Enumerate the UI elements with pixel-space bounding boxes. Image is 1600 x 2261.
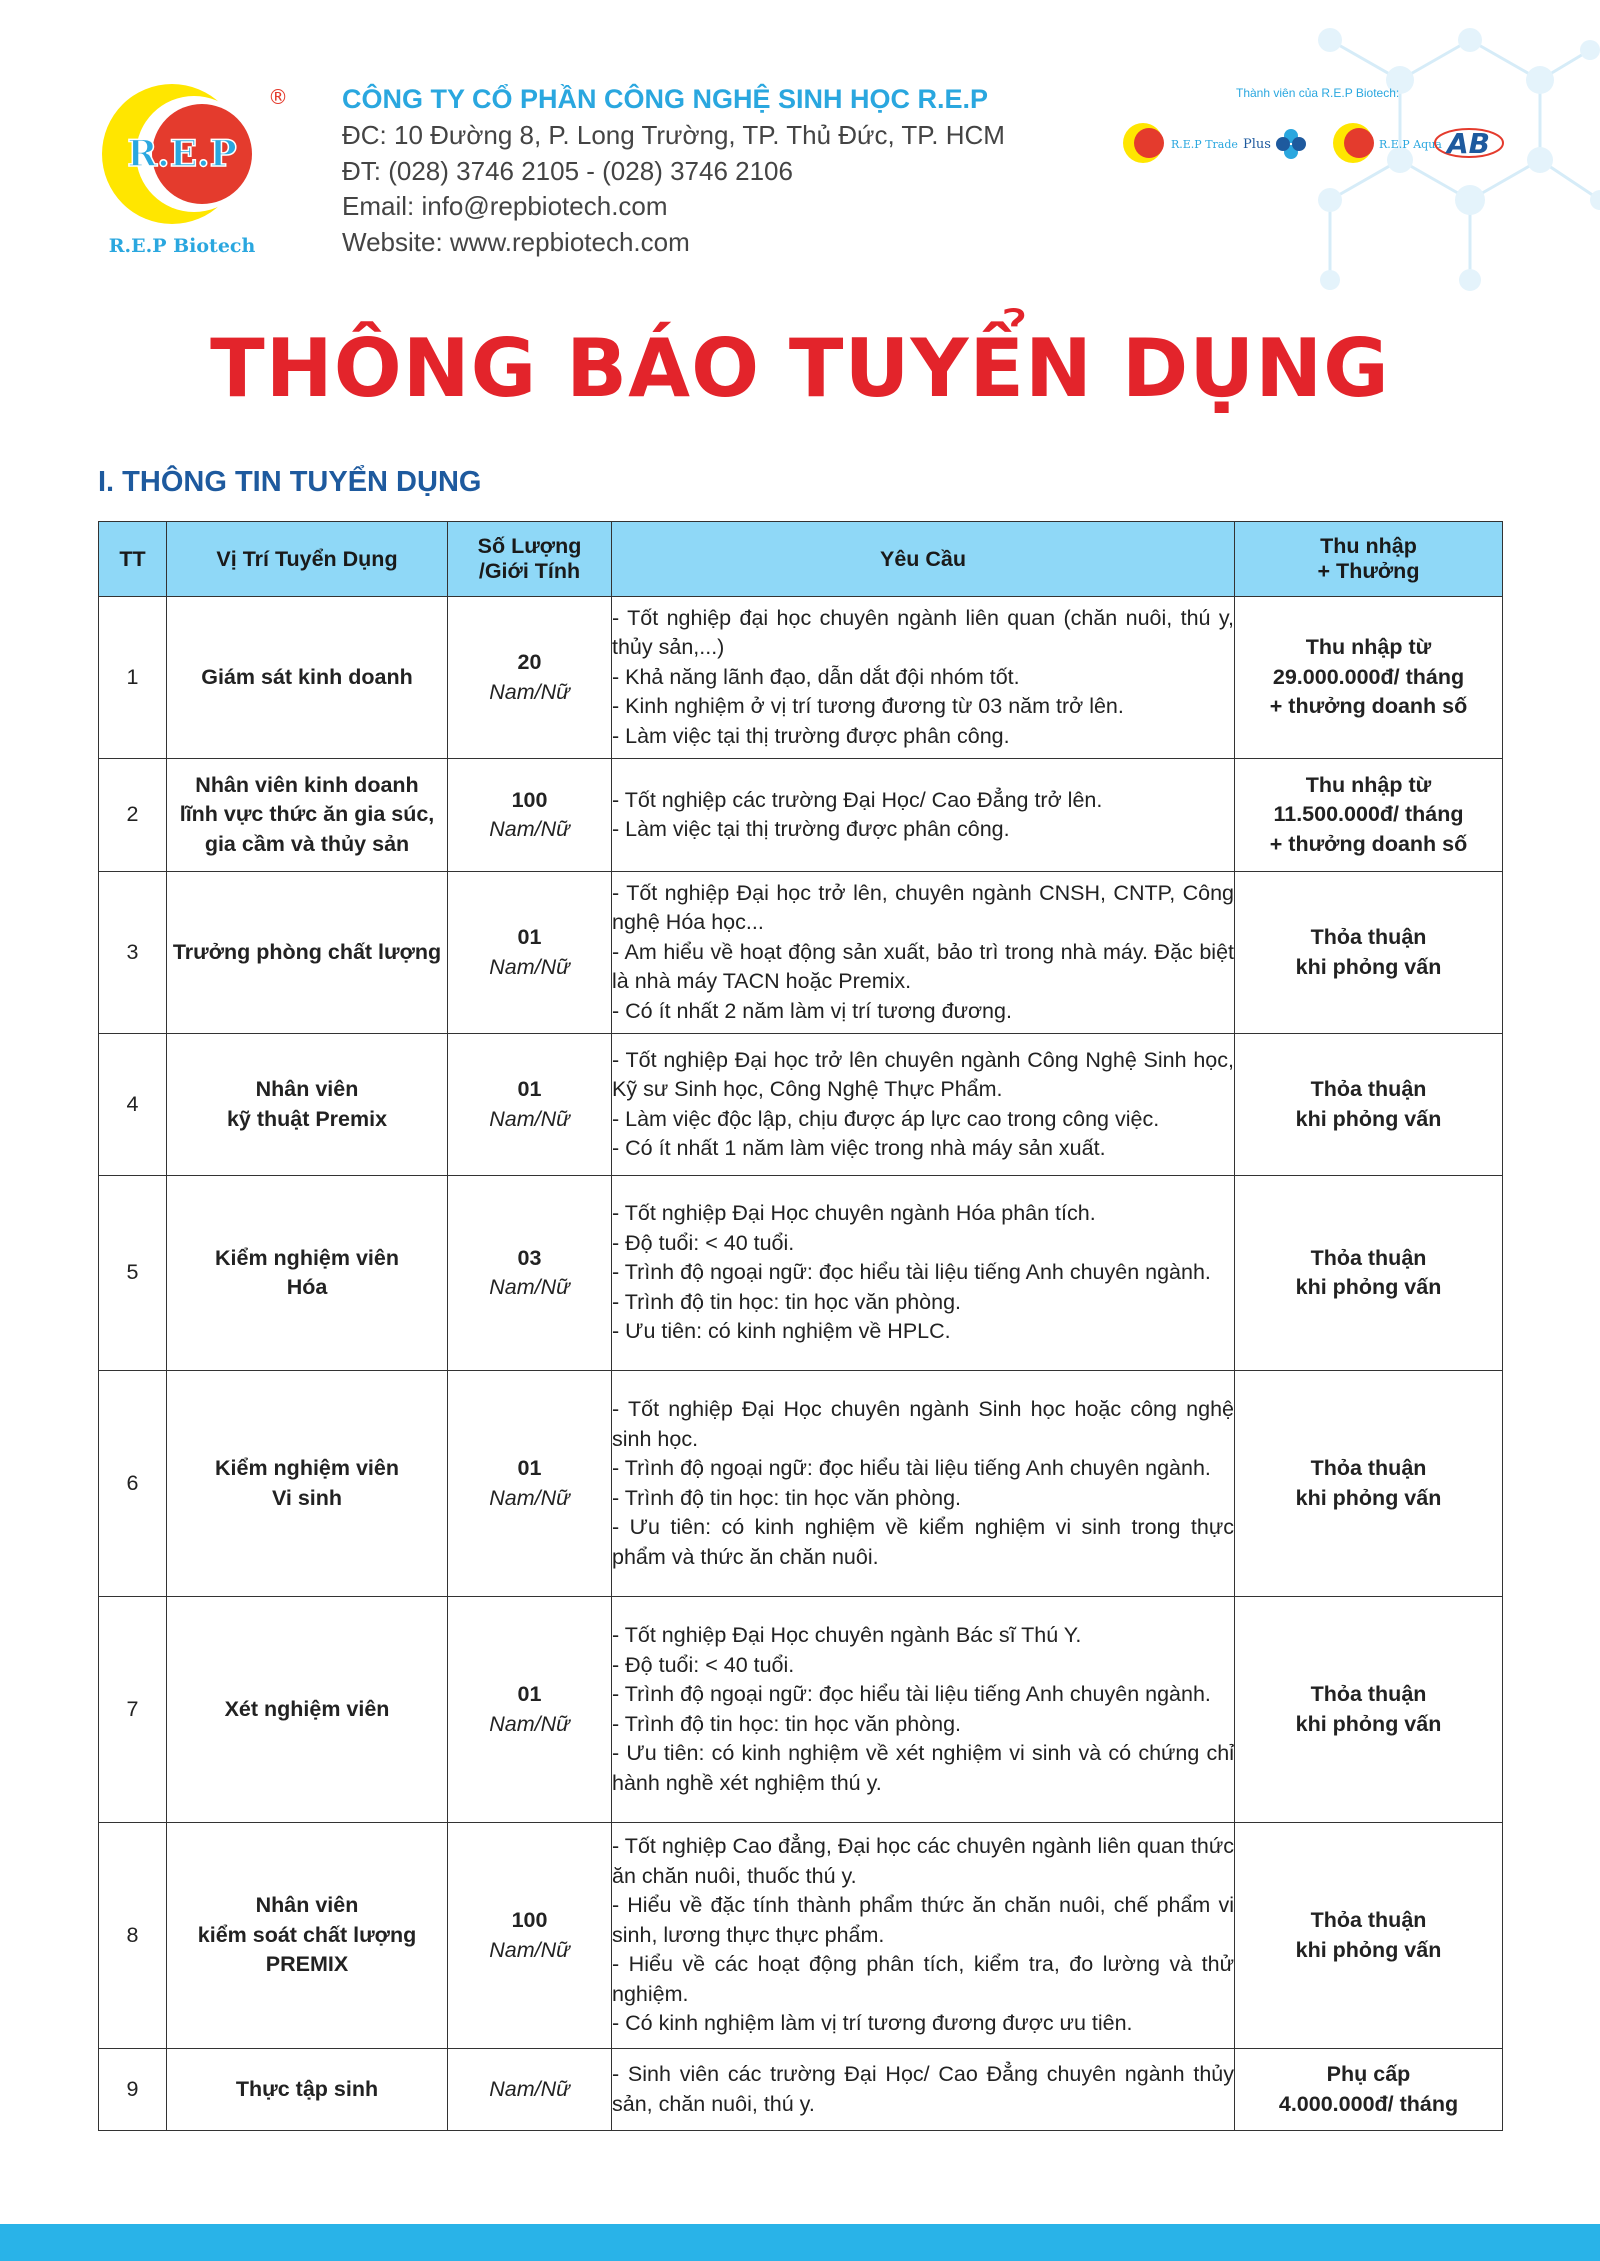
quantity-value: 01 — [517, 1682, 542, 1706]
income-line: Thỏa thuận — [1310, 1245, 1427, 1270]
quantity-cell — [448, 1034, 612, 1176]
requirement-item: - Kinh nghiệm ở vị trí tương đương từ 03 năm trở lên. — [612, 694, 1124, 719]
requirement-item: - Ưu tiên: có kinh nghiệm về kiểm nghiệm vi sinh trong thực phẩm và thức ăn chăn nuôi. — [612, 1515, 1234, 1569]
quantity-cell — [448, 759, 612, 872]
position-title: kỹ thuật Premix — [226, 1106, 388, 1131]
requirement-item: - Trình độ ngoại ngữ: đọc hiểu tài liệu tiếng Anh chuyên ngành. — [612, 1682, 1211, 1706]
requirement-item: - Tốt nghiệp đại học chuyên ngành liên quan (chăn nuôi, thú y, thủy sản,...) — [612, 605, 1234, 660]
svg-text:Plus: Plus — [1243, 137, 1271, 152]
requirement-item: - Làm việc tại thị trường được phân công. — [612, 723, 1010, 748]
member-logos — [1121, 118, 1521, 168]
svg-text:®: ® — [268, 85, 288, 109]
row-number: 8 — [99, 1823, 167, 2049]
quantity-value: 01 — [517, 1456, 542, 1480]
income-line: Thu nhập từ — [1305, 635, 1432, 660]
position-title: Trưởng phòng chất lượng — [172, 939, 442, 964]
income-line: khi phỏng vấn — [1295, 1275, 1442, 1299]
quantity-cell — [448, 1823, 612, 2049]
quantity-cell — [448, 1597, 612, 1823]
requirement-item: - Am hiểu về hoạt động sản xuất, bảo trì trong nhà máy. Đặc biệt là nhà máy TACN hoặc Premix. — [612, 939, 1234, 994]
income-cell — [1235, 759, 1503, 872]
members-label: Thành viên của R.E.P Biotech: — [1236, 86, 1400, 100]
income-line: Thỏa thuận — [1310, 1077, 1427, 1101]
position-title: gia cầm và thủy sản — [204, 831, 410, 856]
income-line: Thu nhập từ — [1305, 772, 1432, 797]
row-number: 9 — [99, 2049, 167, 2131]
table-row — [99, 1823, 1503, 2049]
quantity-value: 100 — [511, 787, 548, 812]
requirement-item: - Trình độ ngoại ngữ: đọc hiểu tài liệu tiếng Anh chuyên ngành. — [612, 1456, 1211, 1480]
plus-logo — [1243, 129, 1306, 159]
income-cell — [1235, 1034, 1503, 1176]
company-website: Website: www.repbiotech.com — [342, 226, 690, 257]
company-address: ĐC: 10 Đường 8, P. Long Trường, TP. Thủ Đức, TP. HCM — [342, 120, 1005, 150]
income-cell — [1235, 1371, 1503, 1597]
requirement-item: - Có ít nhất 2 năm làm vị trí tương đương. — [612, 998, 1012, 1023]
income-line: Phụ cấp — [1326, 2062, 1411, 2086]
quantity-cell — [448, 1176, 612, 1371]
company-phone: ĐT: (028) 3746 2105 - (028) 3746 2106 — [342, 155, 793, 186]
position-title: kiểm soát chất lượng — [197, 1922, 417, 1947]
table-row — [99, 1176, 1503, 1371]
income-cell — [1235, 597, 1503, 759]
requirements-cell — [612, 1034, 1235, 1176]
income-cell — [1235, 1823, 1503, 2049]
quantity-cell — [448, 2049, 612, 2131]
gender-value: Nam/Nữ — [489, 1937, 570, 1962]
position-title: lĩnh vực thức ăn gia súc, — [179, 802, 435, 827]
position-title: Giám sát kinh doanh — [201, 664, 413, 689]
table-row — [99, 759, 1503, 872]
company-info — [342, 80, 1062, 260]
requirements-cell — [612, 597, 1235, 759]
requirement-item: - Tốt nghiệp Đại học trở lên chuyên ngành Công Nghệ Sinh học, Kỹ sư Sinh học, Công Nghệ Thực Phẩm. — [612, 1047, 1234, 1101]
requirement-item: - Trình độ tin học: tin học văn phòng. — [612, 1485, 961, 1510]
gender-value: Nam/Nữ — [489, 1485, 570, 1510]
requirement-item: - Độ tuổi: < 40 tuổi. — [612, 1230, 795, 1255]
member-companies — [1171, 86, 1536, 160]
requirement-item: - Làm việc tại thị trường được phân công. — [612, 817, 1010, 841]
requirement-item: - Có ít nhất 1 năm làm việc trong nhà máy sản xuất. — [612, 1136, 1106, 1160]
requirement-item: - Hiểu về đặc tính thành phẩm thức ăn chăn nuôi, chế phẩm vi sinh, lương thực thực phẩm. — [612, 1893, 1234, 1947]
recruitment-table — [98, 521, 1503, 2131]
quantity-cell — [448, 872, 612, 1034]
row-number: 4 — [99, 1034, 167, 1176]
income-line: + thưởng doanh số — [1269, 831, 1468, 856]
position-cell — [167, 872, 448, 1034]
requirements-cell — [612, 1176, 1235, 1371]
row-number: 3 — [99, 872, 167, 1034]
gender-value: Nam/Nữ — [489, 1106, 570, 1131]
income-line: 29.000.000đ/ tháng — [1272, 664, 1465, 689]
svg-text:R.E.P Trade: R.E.P Trade — [1171, 138, 1238, 151]
header-requirements: Yêu Cầu — [612, 522, 1235, 597]
requirement-item: - Làm việc độc lập, chịu được áp lực cao trong công việc. — [612, 1106, 1160, 1131]
page-title: THÔNG BÁO TUYỂN DỤNG — [210, 322, 1390, 415]
requirements-cell — [612, 1597, 1235, 1823]
requirements-cell — [612, 2049, 1235, 2131]
gender-value: Nam/Nữ — [489, 817, 570, 841]
quantity-value: 03 — [517, 1245, 542, 1270]
income-line: 11.500.000đ/ tháng — [1273, 802, 1464, 827]
income-line: khi phỏng vấn — [1295, 1485, 1442, 1510]
income-line: 4.000.000đ/ tháng — [1278, 2091, 1459, 2116]
requirement-item: - Tốt nghiệp Cao đẳng, Đại học các chuyên ngành liên quan thức ăn chăn nuôi, thuốc thú y. — [612, 1834, 1234, 1888]
requirement-item: - Độ tuổi: < 40 tuổi. — [612, 1652, 795, 1677]
position-cell — [167, 1371, 448, 1597]
quantity-value: 20 — [517, 650, 542, 674]
rep-biotech-logo — [92, 82, 288, 272]
requirement-item: - Trình độ tin học: tin học văn phòng. — [612, 1711, 961, 1736]
table-row — [99, 597, 1503, 759]
gender-value: Nam/Nữ — [489, 1711, 570, 1736]
requirement-item: - Có kinh nghiệm làm vị trí tương đương được ưu tiên. — [612, 2011, 1133, 2036]
position-cell — [167, 1823, 448, 2049]
requirement-item: - Sinh viên các trường Đại Học/ Cao Đẳng chuyên ngành thủy sản, chăn nuôi, thú y. — [612, 2062, 1234, 2116]
requirement-item: - Tốt nghiệp các trường Đại Học/ Cao Đẳng trở lên. — [612, 787, 1103, 812]
income-line: Thỏa thuận — [1310, 1908, 1427, 1932]
footer-bar — [0, 2224, 1600, 2261]
requirement-item: - Trình độ tin học: tin học văn phòng. — [612, 1289, 961, 1314]
income-line: khi phỏng vấn — [1295, 954, 1442, 979]
requirements-cell — [612, 1823, 1235, 2049]
quantity-value: 01 — [517, 925, 542, 949]
header-quantity: Số Lượng /Giới Tính — [448, 522, 612, 597]
requirement-item: - Hiểu về các hoạt động phân tích, kiểm tra, đo lường và thử nghiệm. — [612, 1952, 1234, 2006]
position-cell — [167, 759, 448, 872]
rep-trade-logo — [1123, 123, 1238, 163]
table-row — [99, 872, 1503, 1034]
requirements-cell — [612, 1371, 1235, 1597]
requirement-item: - Tốt nghiệp Đại Học chuyên ngành Hóa phân tích. — [612, 1201, 1096, 1226]
header-income: Thu nhập + Thưởng — [1235, 522, 1503, 597]
income-cell — [1235, 2049, 1503, 2131]
income-line: khi phỏng vấn — [1295, 1937, 1442, 1962]
position-title: Nhân viên — [255, 1893, 359, 1918]
position-cell — [167, 597, 448, 759]
position-cell — [167, 1034, 448, 1176]
gender-value: Nam/Nữ — [489, 954, 570, 979]
position-title: Nhân viên kinh doanh — [195, 772, 419, 797]
row-number: 5 — [99, 1176, 167, 1371]
position-cell — [167, 1597, 448, 1823]
company-name: CÔNG TY CỔ PHẦN CÔNG NGHỆ SINH HỌC R.E.P — [342, 84, 989, 114]
requirement-item: - Tốt nghiệp Đại Học chuyên ngành Bác sĩ Thú Y. — [612, 1623, 1082, 1647]
logo-text: R.E.P — [127, 133, 237, 175]
income-line: Thỏa thuận — [1310, 1456, 1427, 1480]
row-number: 6 — [99, 1371, 167, 1597]
requirements-cell — [612, 872, 1235, 1034]
position-title: Kiểm nghiệm viên — [215, 1456, 399, 1480]
requirement-item: - Khả năng lãnh đạo, dẫn dắt đội nhóm tốt. — [612, 664, 1020, 689]
section-title: I. THÔNG TIN TUYỂN DỤNG — [98, 466, 482, 498]
position-title: Vi sinh — [271, 1485, 343, 1510]
quantity-cell — [448, 1371, 612, 1597]
position-title: PREMIX — [265, 1952, 349, 1977]
requirement-item: - Trình độ ngoại ngữ: đọc hiểu tài liệu tiếng Anh chuyên ngành. — [612, 1260, 1211, 1285]
company-email: Email: info@repbiotech.com — [342, 191, 668, 221]
income-cell — [1235, 1176, 1503, 1371]
quantity-value: 01 — [517, 1077, 542, 1101]
header-position: Vị Trí Tuyển Dụng — [167, 522, 448, 597]
requirement-item: - Tốt nghiệp Đại Học chuyên ngành Sinh học hoặc công nghệ sinh học. — [612, 1397, 1234, 1451]
requirement-item: - Tốt nghiệp Đại học trở lên, chuyên ngành CNSH, CNTP, Công nghệ Hóa học... — [612, 880, 1234, 935]
gender-value: Nam/Nữ — [489, 1275, 570, 1299]
rep-aqua-logo — [1333, 123, 1442, 163]
position-title: Kiểm nghiệm viên — [215, 1245, 399, 1270]
income-line: Thỏa thuận — [1310, 925, 1427, 949]
income-cell — [1235, 872, 1503, 1034]
position-title: Nhân viên — [255, 1077, 359, 1101]
svg-text:AB: AB — [1447, 127, 1491, 160]
quantity-value: 100 — [511, 1908, 548, 1932]
ab-logo — [1435, 127, 1503, 160]
position-title: Xét nghiệm viên — [224, 1696, 390, 1721]
logo-caption: R.E.P Biotech — [108, 235, 256, 257]
position-cell — [167, 1176, 448, 1371]
position-cell — [167, 2049, 448, 2131]
table-header-row — [99, 522, 1503, 597]
table-row — [99, 2049, 1503, 2131]
letterhead — [0, 0, 1600, 300]
svg-text:R.E.P Aqua: R.E.P Aqua — [1379, 138, 1442, 151]
income-line: + thưởng doanh số — [1269, 694, 1468, 719]
quantity-cell — [448, 597, 612, 759]
gender-value: Nam/Nữ — [489, 2076, 570, 2101]
income-line: Thỏa thuận — [1310, 1682, 1427, 1706]
position-title: Hóa — [286, 1275, 328, 1299]
table-row — [99, 1597, 1503, 1823]
header-tt: TT — [99, 522, 167, 597]
income-cell — [1235, 1597, 1503, 1823]
position-title: Thực tập sinh — [235, 2076, 379, 2101]
gender-value: Nam/Nữ — [489, 679, 570, 704]
table-row — [99, 1371, 1503, 1597]
row-number: 1 — [99, 597, 167, 759]
row-number: 2 — [99, 759, 167, 872]
income-line: khi phỏng vấn — [1295, 1106, 1442, 1131]
requirement-item: - Ưu tiên: có kinh nghiệm về HPLC. — [612, 1319, 951, 1344]
income-line: khi phỏng vấn — [1295, 1711, 1442, 1736]
requirements-cell — [612, 759, 1235, 872]
requirement-item: - Ưu tiên: có kinh nghiệm về xét nghiệm vi sinh và có chứng chỉ hành nghề xét nghiệm thú y. — [612, 1741, 1234, 1795]
table-row — [99, 1034, 1503, 1176]
row-number: 7 — [99, 1597, 167, 1823]
